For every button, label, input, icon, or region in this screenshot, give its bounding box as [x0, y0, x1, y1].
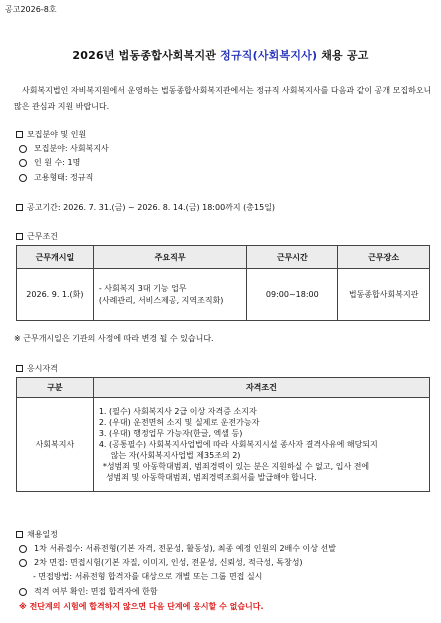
circle-bullet-icon: [19, 559, 27, 567]
schedule-item-text: 적격 여부 확인: 면접 합격자에 한함: [34, 587, 158, 596]
table-header-cell: 자격조건: [93, 378, 429, 398]
place-cell: 법동종합사회복지관: [338, 269, 430, 321]
recruit-item-text: 인 원 수: 1명: [34, 158, 81, 167]
schedule-subitem: - 면접방법: 서류전형 합격자를 대상으로 개별 또는 그룹 면접 실시: [33, 572, 263, 581]
circle-bullet-icon: [19, 145, 27, 153]
requirement-item: 4. (공통필수) 사회복지사업법에 따라 사회복지시설 종사자 결격사유에 해당되지: [98, 440, 378, 449]
section-recruit-heading: 모집분야 및 인원: [27, 130, 87, 139]
requirement-item: *성범죄 및 아동학대범죄, 범죄경력이 있는 분은 지원하실 수 없고, 입사 전에: [102, 462, 370, 471]
table-header-cell: 근무장소: [338, 246, 430, 269]
work-conditions-table: [16, 245, 430, 321]
table-header-cell: 주요직무: [93, 246, 247, 269]
schedule-item: [19, 586, 158, 597]
requirement-item: 3. (우대) 행정업무 가능자(한글, 엑셀 등): [98, 429, 243, 438]
schedule-warning: ※ 전단계의 시험에 합격하지 않으면 다음 단계에 응시할 수 없습니다.: [19, 602, 264, 611]
period-text: 공고기간: 2026. 7. 31.(금) ~ 2026. 8. 14.(금) 18:00까지 (총15일): [27, 203, 276, 212]
circle-bullet-icon: [19, 159, 27, 167]
start-date-cell: 2026. 9. 1.(화): [17, 269, 94, 321]
document-number: 공고2026-8호: [5, 5, 57, 14]
table-header-row: [17, 246, 430, 269]
section-schedule-heading: 채용일정: [27, 530, 58, 539]
requirement-item: 성범죄 및 아동학대범죄, 범죄경력조회서를 발급해야 합니다.: [105, 473, 317, 482]
circle-bullet-icon: [19, 588, 27, 596]
table-row: [17, 269, 430, 321]
recruit-item: [19, 143, 109, 154]
section-work: [16, 231, 58, 242]
section-qualification: [16, 363, 58, 374]
duty-line: - 사회복지 3대 기능 업무: [98, 283, 187, 293]
requirements-cell: [93, 398, 429, 492]
duty-line: (사례관리, 서비스제공, 지역조직화): [98, 295, 224, 305]
requirement-item: 2. (우대) 운전면허 소지 및 실제로 운전가능자: [98, 418, 260, 427]
duty-cell: [93, 269, 247, 321]
square-bullet-icon: [16, 365, 23, 372]
qualification-table: [16, 377, 430, 492]
circle-bullet-icon: [19, 174, 27, 182]
schedule-item-text: 1차 서류접수: 서류전형(기본 자격, 전문성, 활동성), 최종 예정 인원의 2배수 이상 선발: [34, 544, 337, 553]
table-header-cell: 근무개시일: [17, 246, 94, 269]
section-qualification-heading: 응시자격: [27, 364, 58, 373]
requirement-item: 않는 자(사회복지사업법 제35조의 2): [110, 451, 241, 460]
title-part-2: 채용 공고: [317, 49, 369, 62]
recruit-item-text: 모집분야: 사회복지사: [34, 144, 109, 153]
section-work-heading: 근무조건: [27, 232, 58, 241]
square-bullet-icon: [16, 131, 23, 138]
table-header-cell: 근무시간: [247, 246, 338, 269]
square-bullet-icon: [16, 233, 23, 240]
table-row: [17, 398, 430, 492]
section-period: [16, 202, 275, 213]
square-bullet-icon: [16, 204, 23, 211]
section-schedule: [16, 529, 58, 540]
section-recruit: [16, 129, 86, 140]
circle-bullet-icon: [19, 545, 27, 553]
title-accent: 정규직(사회복지사): [220, 49, 318, 62]
work-note: ※ 근무개시일은 기관의 사정에 따라 변경 될 수 있습니다.: [14, 334, 214, 343]
intro-paragraph: 사회복지법인 자비복지원에서 운영하는 법동종합사회복지관에서는 정규직 사회복지사를 다음과 같이 공개 모집하오니 많은 관심과 지원 바랍니다.: [14, 86, 432, 111]
schedule-item: [19, 557, 303, 568]
hours-cell: 09:00~18:00: [247, 269, 338, 321]
title-part-1: 2026년 법동종합사회복지관: [72, 49, 221, 62]
category-cell: 사회복지사: [17, 398, 94, 492]
schedule-item: [19, 543, 336, 554]
recruit-item: [19, 172, 93, 183]
requirement-item: 1. (필수) 사회복지사 2급 이상 자격증 소지자: [98, 407, 257, 416]
table-header-row: [17, 378, 430, 398]
recruit-item-text: 고용형태: 정규직: [34, 173, 94, 182]
recruit-item: [19, 157, 80, 168]
table-header-cell: 구분: [17, 378, 94, 398]
schedule-item-text: 2차 면접: 면접시험(기본 자질, 이미지, 인성, 전문성, 신뢰성, 적극성, 독창성): [34, 558, 303, 567]
page-title: [0, 47, 441, 63]
square-bullet-icon: [16, 531, 23, 538]
